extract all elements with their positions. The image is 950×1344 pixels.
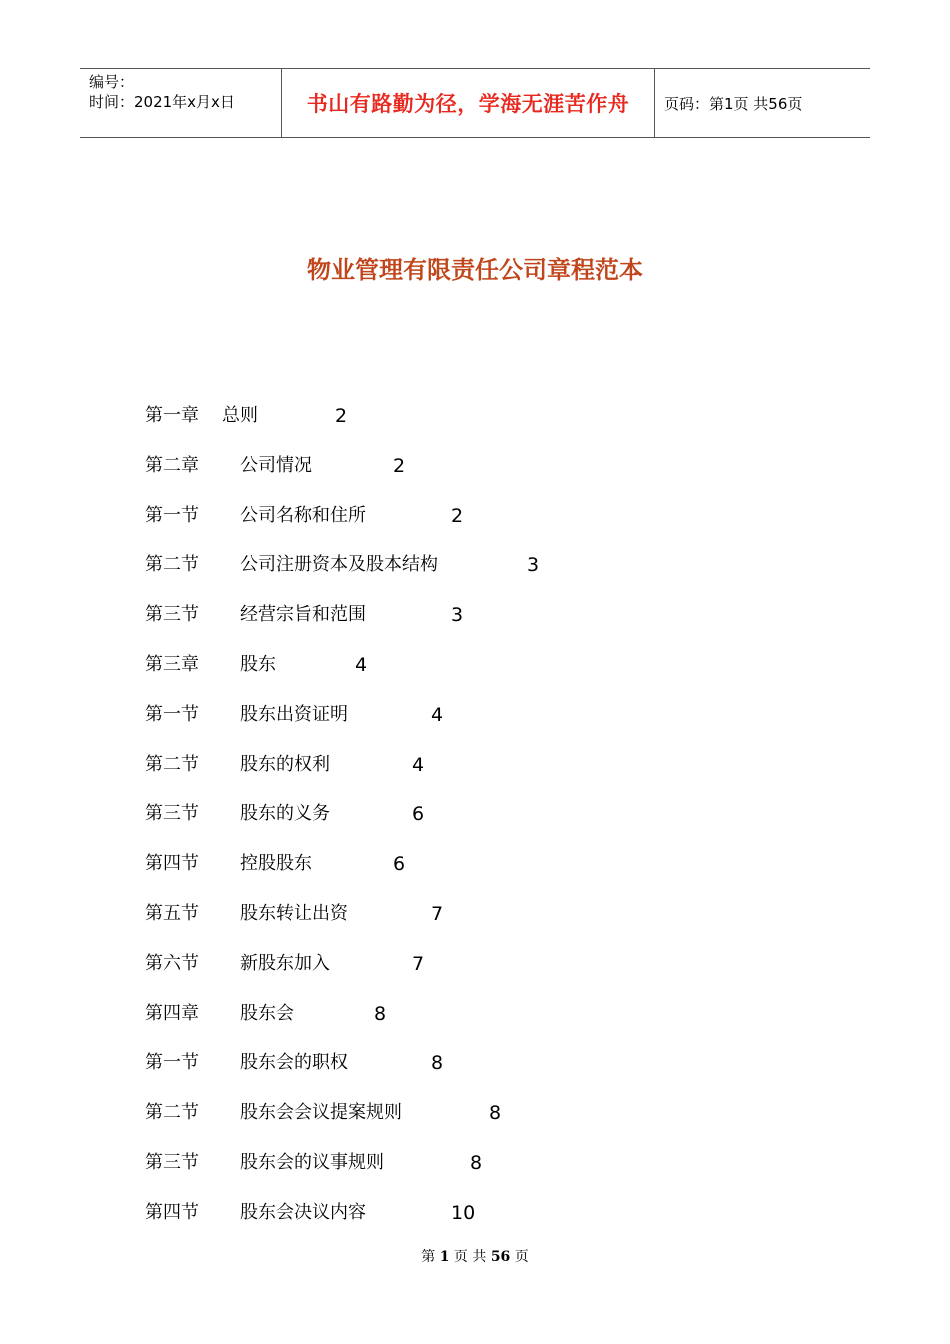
toc-row	[0, 950, 950, 978]
toc-page-number: 4	[355, 654, 368, 676]
toc-chapter-label: 第一节	[145, 703, 199, 725]
toc-page-number: 8	[431, 1052, 444, 1075]
toc-page-number: 6	[412, 803, 425, 826]
toc-chapter-label: 第一节	[145, 504, 199, 526]
toc-row	[0, 1099, 950, 1127]
toc-entry-title: 控股股东	[240, 853, 312, 875]
toc-page-number: 2	[451, 504, 464, 527]
header-page-label: 页码：第1页 共56页	[664, 94, 803, 113]
toc-row	[0, 1199, 950, 1227]
footer-total-pages: 56	[490, 1249, 511, 1265]
toc-page-number: 2	[393, 454, 406, 477]
toc-chapter-label: 第四章	[145, 1002, 199, 1024]
footer-current-page: 1	[439, 1249, 450, 1265]
toc-row	[0, 1049, 950, 1077]
toc-page-number: 7	[412, 952, 425, 975]
toc-entry-title: 股东的权利	[240, 753, 330, 775]
toc-row	[0, 551, 950, 579]
page-footer	[0, 1246, 950, 1266]
toc-page-number: 8	[374, 1002, 387, 1025]
toc-chapter-label: 第三节	[145, 803, 199, 825]
document-time-label: 时间：2021年x月x日	[89, 93, 235, 111]
toc-row	[0, 751, 950, 779]
toc-chapter-label: 第二章	[145, 454, 199, 476]
toc-page-number: 4	[431, 703, 444, 726]
toc-row	[0, 1000, 950, 1028]
toc-chapter-label: 第二节	[145, 554, 199, 576]
toc-chapter-label: 第五节	[145, 903, 199, 924]
toc-entry-title: 股东	[240, 654, 276, 675]
toc-page-number: 3	[527, 554, 540, 577]
toc-page-number: 8	[489, 1102, 502, 1125]
toc-row	[0, 601, 950, 629]
toc-entry-title: 总则	[222, 405, 258, 426]
toc-page-number: 10	[451, 1201, 476, 1224]
toc-entry-title: 股东会的职权	[240, 1052, 348, 1074]
toc-page-number: 8	[470, 1152, 483, 1174]
toc-entry-title: 新股东加入	[240, 952, 330, 974]
toc-entry-title: 公司名称和住所	[240, 504, 366, 526]
footer-middle: 页 共	[453, 1249, 487, 1265]
toc-row	[0, 452, 950, 480]
toc-row	[0, 651, 950, 679]
toc-row	[0, 900, 950, 928]
toc-entry-title: 公司情况	[240, 454, 312, 476]
toc-entry-title: 股东的义务	[240, 803, 330, 825]
toc-entry-title: 股东会	[240, 1002, 294, 1024]
toc-page-number: 3	[451, 604, 464, 627]
header-motto: 书山有路勤为径，学海无涯苦作舟	[306, 92, 630, 116]
document-number-label: 编号：	[89, 73, 135, 91]
toc-page-number: 2	[335, 405, 348, 427]
toc-row	[0, 800, 950, 828]
toc-page-number: 4	[412, 753, 425, 776]
toc-row	[0, 850, 950, 878]
toc-entry-title: 股东会的议事规则	[240, 1152, 384, 1173]
toc-entry-title: 股东会决议内容	[240, 1201, 366, 1223]
toc-entry-title: 经营宗旨和范围	[240, 604, 366, 626]
toc-chapter-label: 第二节	[145, 1102, 199, 1124]
toc-chapter-label: 第二节	[145, 753, 199, 775]
toc-chapter-label: 第四节	[145, 853, 199, 875]
toc-chapter-label: 第三章	[145, 654, 199, 675]
footer-suffix: 页	[514, 1249, 529, 1265]
toc-chapter-label: 第一节	[145, 1052, 199, 1074]
document-title: 物业管理有限责任公司章程范本	[307, 256, 643, 284]
toc-entry-title: 股东会会议提案规则	[240, 1102, 402, 1124]
footer-prefix: 第	[421, 1249, 436, 1265]
toc-chapter-label: 第一章	[145, 405, 199, 426]
toc-chapter-label: 第四节	[145, 1201, 199, 1223]
toc-chapter-label: 第三节	[145, 1152, 199, 1173]
toc-row	[0, 402, 950, 430]
toc-chapter-label: 第六节	[145, 952, 199, 974]
toc-page-number: 6	[393, 853, 406, 876]
toc-page-number: 7	[431, 903, 444, 925]
toc-entry-title: 股东转让出资	[240, 903, 348, 924]
toc-row	[0, 701, 950, 729]
toc-row	[0, 502, 950, 530]
toc-chapter-label: 第三节	[145, 604, 199, 626]
toc-row	[0, 1149, 950, 1177]
toc-entry-title: 股东出资证明	[240, 703, 348, 725]
toc-entry-title: 公司注册资本及股本结构	[240, 554, 438, 576]
